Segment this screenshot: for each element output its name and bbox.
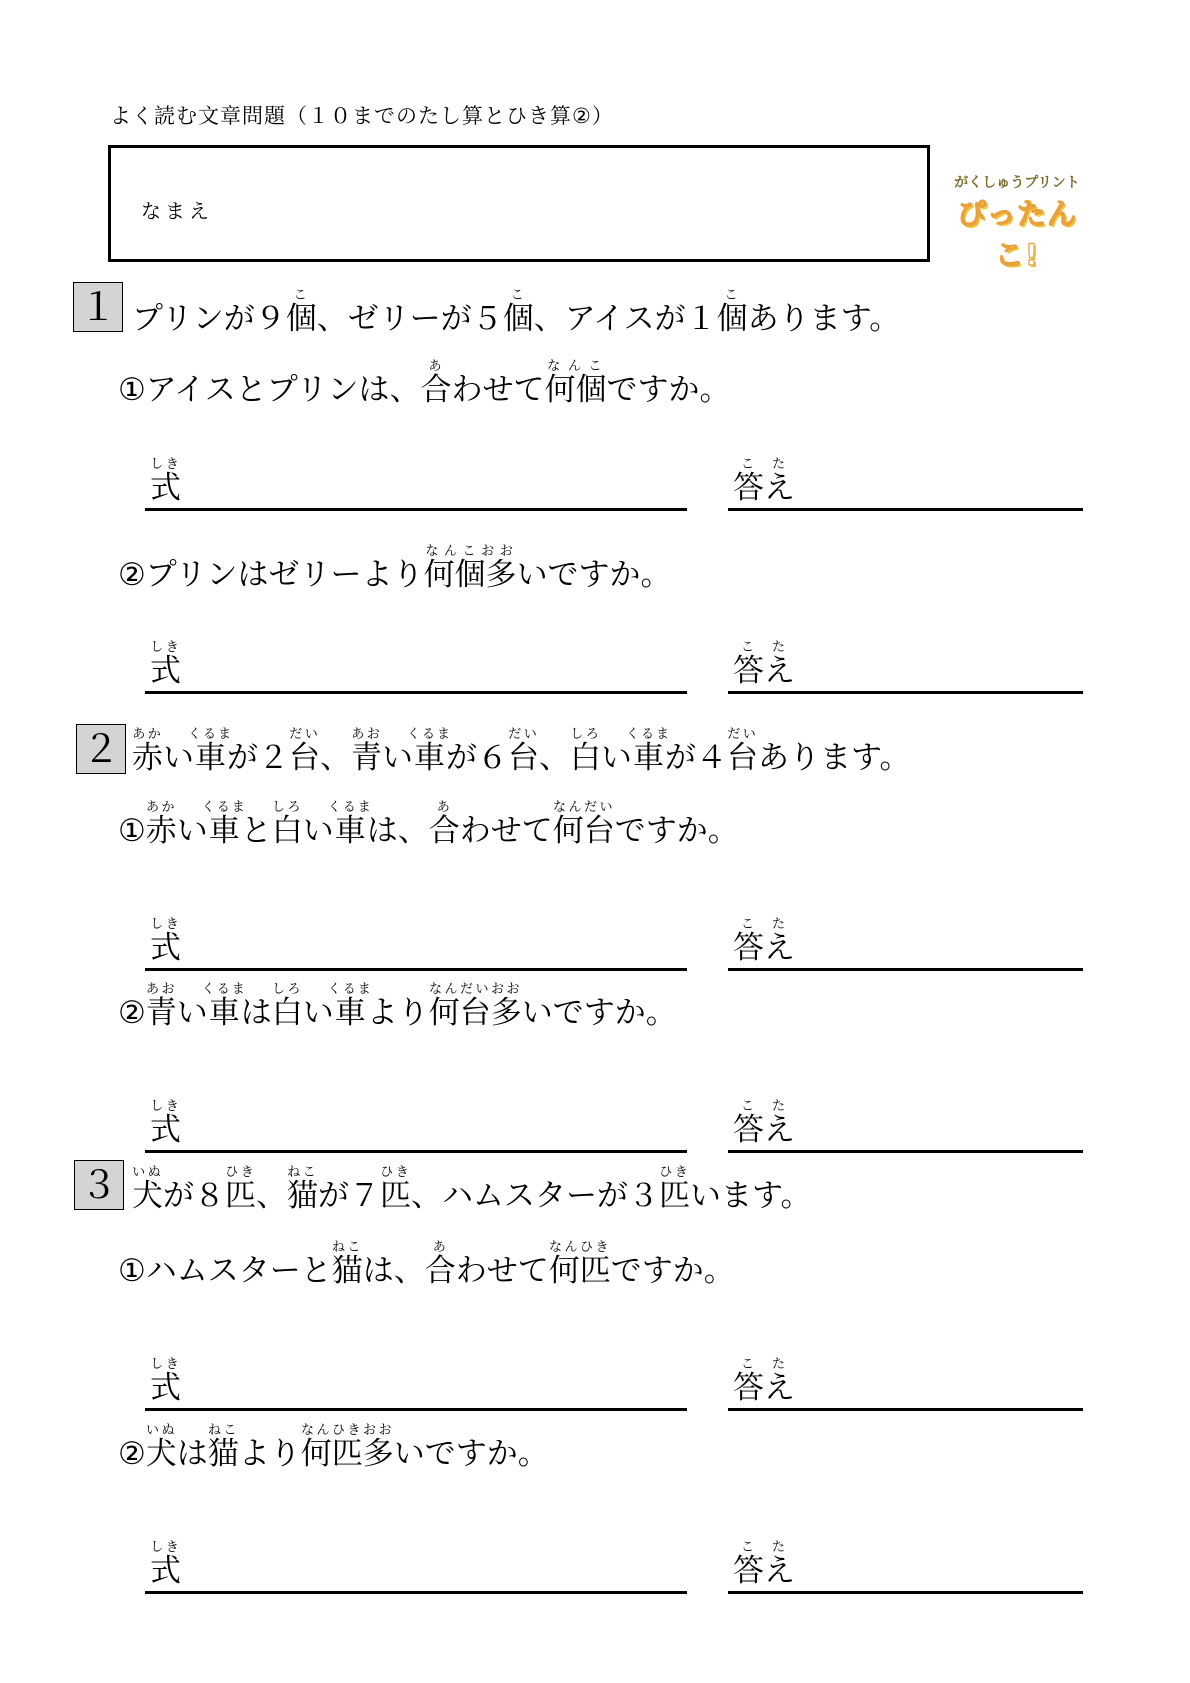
kanji-with-furigana: 何個なんこ (544, 359, 607, 408)
text-segment: が７ (318, 1178, 380, 1214)
text-segment: 、ゼリーが５ (316, 301, 503, 337)
text-segment: 、 (256, 1178, 287, 1214)
text-segment: ① (118, 813, 146, 849)
kotae-answer-line[interactable] (728, 1408, 1083, 1411)
kanji-with-furigana: 犬いぬ (132, 1165, 163, 1214)
text-segment: い (163, 740, 194, 776)
problem-2-statement (132, 727, 911, 778)
shiki-label: 式しき (150, 457, 181, 506)
kotae-label: 答えこた (733, 1540, 795, 1589)
text-segment: 、ハムスターが３ (411, 1178, 659, 1214)
text-segment: わせて (459, 813, 553, 849)
name-box[interactable] (108, 145, 930, 262)
kotae-answer-line[interactable] (728, 508, 1083, 511)
text-segment: い (302, 995, 334, 1031)
text-segment: い (302, 813, 334, 849)
problem-number-3: ３ (74, 1160, 124, 1210)
text-segment: より (366, 995, 429, 1031)
kotae-answer-line[interactable] (728, 1591, 1083, 1594)
kanji-with-furigana: 台だい (289, 727, 320, 776)
text-segment: ですか。 (610, 1253, 735, 1289)
kanji-with-furigana: 白しろ (271, 982, 303, 1031)
shiki-label: 式しき (150, 1099, 181, 1148)
problem-3-question-2 (118, 1423, 549, 1474)
text-segment: は (240, 995, 272, 1031)
shiki-answer-line[interactable] (145, 1591, 687, 1594)
text-segment: ② (118, 995, 146, 1031)
kanji-with-furigana: 何匹多なんひきおお (300, 1423, 394, 1472)
text-segment: は、 (362, 1253, 425, 1289)
kanji-with-furigana: 赤あか (145, 800, 177, 849)
problem-3-question-1 (118, 1240, 735, 1291)
kanji-with-furigana: 合あ (420, 359, 452, 408)
kotae-label: 答えこた (733, 917, 795, 966)
text-segment: ですか。 (606, 372, 731, 408)
kanji-with-furigana: 合あ (428, 800, 460, 849)
text-segment: あります。 (758, 740, 911, 776)
kanji-with-furigana: 個こ (285, 288, 317, 337)
problem-number-1: １ (73, 282, 123, 332)
text-segment: プリンが９ (132, 301, 286, 337)
shiki-label: 式しき (150, 640, 181, 689)
kanji-with-furigana: 青あお (351, 727, 382, 776)
kanji-with-furigana: 匹ひき (380, 1165, 411, 1214)
text-segment: い (176, 995, 208, 1031)
shiki-answer-line[interactable] (145, 1408, 687, 1411)
kotae-answer-line[interactable] (728, 691, 1083, 694)
kanji-with-furigana: 車くるま (201, 982, 247, 1031)
kanji-with-furigana: 青あお (145, 982, 177, 1031)
kanji-with-furigana: 何台なんだい (552, 800, 615, 849)
logo-subtitle: がくしゅうプリント (954, 175, 1080, 191)
problem-2-question-1 (118, 800, 739, 851)
kanji-with-furigana: 匹ひき (659, 1165, 690, 1214)
text-segment: あります。 (747, 301, 901, 337)
kanji-with-furigana: 赤あか (132, 727, 163, 776)
text-segment: は、 (366, 813, 429, 849)
text-segment: ② (118, 1436, 146, 1472)
kanji-with-furigana: 個こ (716, 288, 748, 337)
kanji-with-furigana: 白しろ (271, 800, 303, 849)
problem-1-question-2 (118, 544, 672, 595)
shiki-label: 式しき (150, 1540, 181, 1589)
text-segment: が４ (665, 740, 727, 776)
text-segment: い (601, 740, 632, 776)
text-segment: ①ハムスターと (118, 1253, 332, 1289)
text-segment: が６ (446, 740, 508, 776)
kanji-with-furigana: 猫ねこ (331, 1240, 363, 1289)
kanji-with-furigana: 台だい (508, 727, 539, 776)
text-segment: います。 (690, 1178, 812, 1214)
problem-3-statement (132, 1165, 812, 1216)
kanji-with-furigana: 犬いぬ (145, 1423, 177, 1472)
kanji-with-furigana: 車くるま (327, 982, 373, 1031)
logo (947, 172, 1087, 272)
kotae-answer-line[interactable] (728, 968, 1083, 971)
kotae-answer-line[interactable] (728, 1150, 1083, 1153)
kanji-with-furigana: 個こ (502, 288, 534, 337)
text-segment: い (382, 740, 413, 776)
text-segment: 、 (320, 740, 351, 776)
text-segment: ①アイスとプリンは、 (118, 372, 421, 408)
text-segment: いですか。 (516, 557, 672, 593)
kanji-with-furigana: 車くるま (626, 727, 672, 776)
kotae-label: 答えこた (733, 640, 795, 689)
text-segment: が８ (163, 1178, 225, 1214)
shiki-answer-line[interactable] (145, 1150, 687, 1153)
kotae-label: 答えこた (733, 1357, 795, 1406)
kanji-with-furigana: 車くるま (188, 727, 234, 776)
shiki-answer-line[interactable] (145, 508, 687, 511)
text-segment: いですか。 (521, 995, 677, 1031)
kanji-with-furigana: 何匹なんひき (548, 1240, 611, 1289)
text-segment: わせて (455, 1253, 549, 1289)
kanji-with-furigana: 何個多なんこおお (423, 544, 517, 593)
kanji-with-furigana: 車くるま (407, 727, 453, 776)
kanji-with-furigana: 匹ひき (225, 1165, 256, 1214)
text-segment: が２ (227, 740, 289, 776)
problem-1-question-1 (118, 359, 730, 410)
kanji-with-furigana: 何台多なんだいおお (428, 982, 522, 1031)
kotae-label: 答えこた (733, 457, 795, 506)
text-segment: わせて (451, 372, 545, 408)
problem-number-2: ２ (76, 724, 126, 774)
text-segment: より (238, 1436, 301, 1472)
kanji-with-furigana: 車くるま (327, 800, 373, 849)
text-segment: ですか。 (614, 813, 739, 849)
kanji-with-furigana: 猫ねこ (287, 1165, 318, 1214)
logo-title: ぴったんこ! (956, 197, 1077, 272)
kanji-with-furigana: 白しろ (570, 727, 601, 776)
text-segment: いですか。 (393, 1436, 549, 1472)
problem-1-statement (132, 288, 900, 339)
text-segment: と (240, 813, 272, 849)
text-segment: ②プリンはゼリーより (118, 557, 424, 593)
kanji-with-furigana: 車くるま (201, 800, 247, 849)
shiki-label: 式しき (150, 1357, 181, 1406)
kanji-with-furigana: 台だい (727, 727, 758, 776)
text-segment: 、 (539, 740, 570, 776)
kanji-with-furigana: 猫ねこ (207, 1423, 239, 1472)
kotae-label: 答えこた (733, 1099, 795, 1148)
shiki-answer-line[interactable] (145, 968, 687, 971)
name-label: なまえ (141, 199, 213, 223)
problem-2-question-2 (118, 982, 677, 1033)
page-title: よく読む文章問題（１０までのたし算とひき算②） (110, 104, 614, 128)
shiki-label: 式しき (150, 917, 181, 966)
text-segment: は (176, 1436, 208, 1472)
text-segment: 、アイスが１ (533, 301, 717, 337)
shiki-answer-line[interactable] (145, 691, 687, 694)
text-segment: い (176, 813, 208, 849)
kanji-with-furigana: 合あ (424, 1240, 456, 1289)
